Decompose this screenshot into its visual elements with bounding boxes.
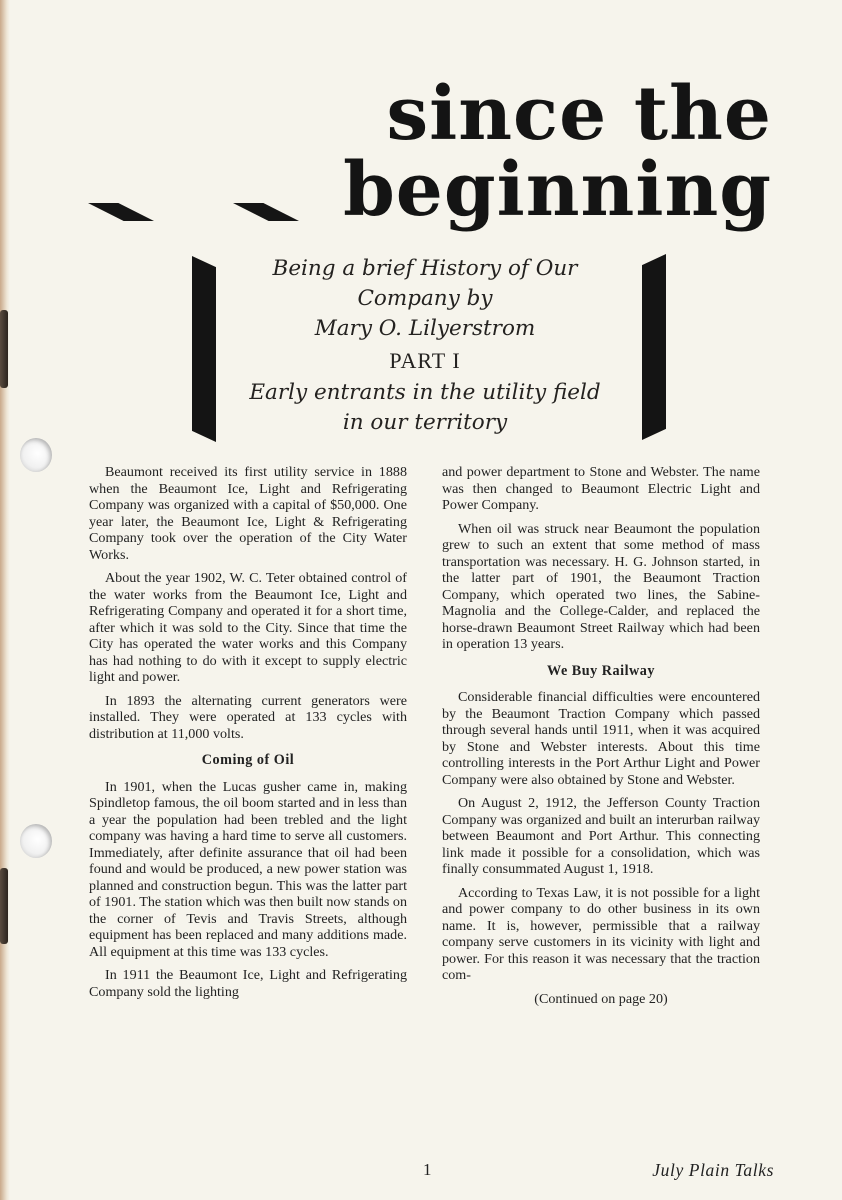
binder-ring-top <box>0 310 8 388</box>
paragraph: and power department to Stone and Webster. The name was then changed to Beaumont Electric Light and Power Company. <box>442 464 760 513</box>
paragraph: About the year 1902, W. C. Teter obtained control of the water works from the Beaumont Ice, Light and Refrigerating Company and operated it for a short time, after which it was sold to the City. Since that time the City has operated the water works and this Company has had nothing to do with it except to supply electric light and power. <box>89 570 407 685</box>
title-line-1: since the <box>386 71 772 157</box>
article-title <box>343 71 772 233</box>
paragraph: Considerable financial difficulties were encountered by the Beaumont Traction Company which passed through several hands until 1911, when it was acquired by Stone and Webster interests. About this time controlling interests in the Port Arthur Light and Power Company were also obtained by Stone and Webster. <box>442 689 760 788</box>
page-number: 1 <box>423 1160 432 1179</box>
decorative-dash-right <box>233 203 299 221</box>
title-line-2: beginning <box>343 147 772 233</box>
right-column <box>442 464 760 1014</box>
subtitle-line-1: Being a brief History of Our <box>272 256 578 281</box>
decorative-bar-right <box>642 254 666 440</box>
continued-note: (Continued on page 20) <box>534 990 668 1007</box>
publication-name: July Plain Talks <box>652 1160 774 1180</box>
binding-edge <box>0 0 10 1200</box>
byline-block <box>230 254 620 438</box>
binder-hole-top <box>20 438 52 472</box>
part-label: PART I <box>389 348 461 373</box>
left-column <box>89 464 407 1007</box>
author-name: Mary O. Lilyerstrom <box>314 316 536 341</box>
paragraph: In 1901, when the Lucas gusher came in, making Spindletop famous, the oil boom started and in less than a year the population had been trebled and the light company was having a hard time to serve all customers. Immediately, after definite assurance that oil had been found and would be produced, a new power station was planned and construction begun. This was the latter part of 1901. The station which was then built now stands on the corner of Tevis and Travis Streets, although equipment has been replaced and many additions made. All equipment at this time was 133 cycles. <box>89 778 407 960</box>
paragraph: When oil was struck near Beaumont the population grew to such an extent that some method of mass transportation was necessary. H. G. Johnson started, in the latter part of 1901, the Beaumont Traction Company, which operated two lines, the Sabine-Magnolia and the College-Calder, and replaced the horse-drawn Beaumont Street Railway which had been in operation 13 years. <box>442 520 760 652</box>
subtitle-line-2: Company by <box>357 286 493 311</box>
paragraph: Beaumont received its first utility service in 1888 when the Beaumont Ice, Light and Refrigerating Company was organized with a capital of $50,000. One year later, the Beaumont Ice, Light & Refrigerating Company took over the operation of the City Water Works. <box>89 464 407 563</box>
paragraph: In 1893 the alternating current generators were installed. They were operated at 133 cycles with distribution at 11,000 volts. <box>89 692 407 742</box>
binder-ring-bottom <box>0 868 8 944</box>
tagline-line-2: in our territory <box>342 410 508 435</box>
section-heading-coming-of-oil: Coming of Oil <box>201 752 295 768</box>
tagline-line-1: Early entrants in the utility field <box>249 380 601 405</box>
paragraph: In 1911 the Beaumont Ice, Light and Refrigerating Company sold the lighting <box>89 967 407 1000</box>
binder-hole-bottom <box>20 824 52 858</box>
decorative-dash-left <box>88 203 154 221</box>
paragraph: According to Texas Law, it is not possible for a light and power company to do other business in its own name. It is, however, permissible that a railway company serve customers in its vicinity with light and power. For this reason it was necessary that the traction com- <box>442 884 760 983</box>
section-heading-we-buy-railway: We Buy Railway <box>547 662 655 679</box>
decorative-bar-left <box>192 256 216 442</box>
paragraph: On August 2, 1912, the Jefferson County Traction Company was organized and built an interurban railway between Beaumont and Port Arthur. This connecting link made it possible for a consolidation, which was finally consummated August 1, 1918. <box>442 795 760 877</box>
